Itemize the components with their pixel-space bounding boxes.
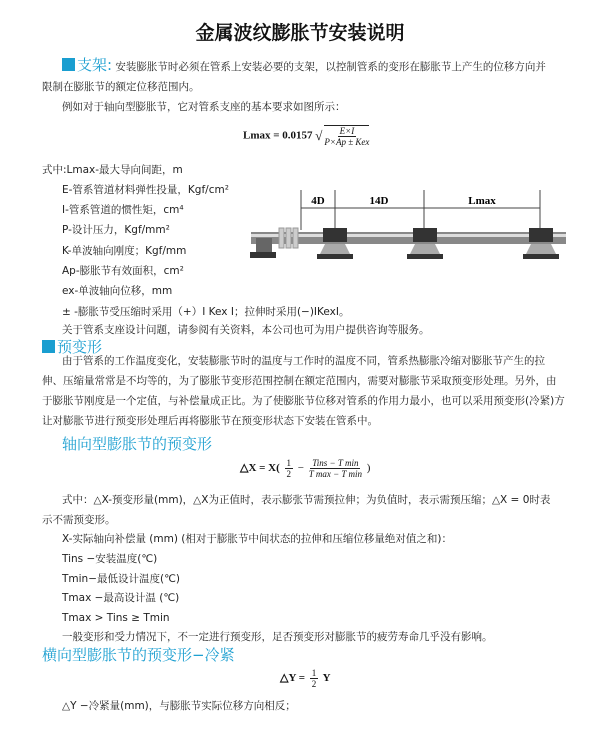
axial-line: Tins −安装温度(℃) [62,553,158,565]
half-fraction [310,668,319,689]
support-example: 例如对于轴向型膨胀节，它对管系支座的基本要求如图所示： [62,101,346,113]
def-e: E-管系管道材料弹性投量，Kgf/cm² [62,184,229,196]
support-intro-line2: 限制在膨胀节的额定位移范围内。 [42,81,200,93]
dim-label-4d: 4D [311,195,325,207]
axial-heading: 轴向型膨胀节的预变形 [62,435,213,453]
axial-formula [240,458,370,479]
numerator: 1 [311,668,317,678]
sqrt-icon: √ [315,128,323,143]
lateral-formula [280,668,331,689]
dimension-lines [301,190,540,230]
predeform-para-line: 于膨胀节刚度是一个定值，与补偿量成正比。为了使膨胀节位移对管系的作用力最小，也可以采用预变形(冷紧)方 [42,395,565,407]
lmax-formula [243,125,371,147]
predeform-para-line: 由于管系的工作温度变化，安装膨胀节时的温度与工作时的温度不同，管系热膨胀冷缩对膨胀节产生的拉 [62,355,545,367]
page-title: 金属波纹膨胀节安装说明 [195,22,405,44]
half-fraction [285,458,294,479]
denominator: 2 [286,469,292,479]
axial-line: Tmin−最低设计温度(℃) [62,573,180,585]
axial-line: 一般变形和受力情况下，不一定进行预变形，足否预变形对膨胀节的疲劳寿命几乎没有影响。 [62,631,493,643]
square-bullet-icon [62,58,75,71]
support-diagram [245,190,570,270]
formula-lhs: Lmax = 0.0157 [243,129,313,142]
lateral-line: △Y −冷紧量(mm)，与膨胀节实际位移方向相反； [62,700,296,712]
temp-fraction [309,458,362,479]
dim-label-14d: 14D [369,195,389,207]
def-lmax: 式中:Lmax-最大导向间距，m [42,164,183,176]
formula-fraction [324,125,369,147]
anchor-support [256,238,272,252]
denominator: T max − T min [308,469,363,479]
support-heading [62,56,112,74]
close-paren: ) [366,462,371,475]
support-note: 关于管系支座设计问题，请参阅有关资料，本公司也可为用户提供咨询等服务。 [62,324,430,336]
formula-lhs: △X = X( [240,462,280,475]
axial-line: Tmax > Tins ≥ Tmin [62,612,170,624]
numerator: 1 [286,458,292,468]
lateral-heading: 横向型膨胀节的预变形−冷紧 [42,646,235,664]
formula-rhs: Y [322,672,331,685]
axial-line: 示不需预变形。 [42,514,116,526]
axial-line: X-实际轴向补偿量 (mm) (相对于膨胀节中间状态的拉伸和压缩位移量绝对值之和)： [62,533,452,545]
formula-denominator: P×Ap ± Kex [324,137,370,147]
axial-line: 式中：△X-预变形量(mm)，△X为正值时，表示膨张节需预拉伸；为负值时，表示需预压缩；△X = 0时表 [62,494,551,506]
axial-line: Tmax −最高设计温 (℃) [62,592,180,604]
predeform-heading [42,336,102,357]
def-p: P-设计压力，Kgf/mm² [62,224,170,236]
support-intro-text: 安装膨胀节时必须在管系上安装必要的支架，以控制管系的变形在膨胀节上产生的位移方向并 [115,61,546,73]
minus-sign: − [297,462,304,475]
formula-lhs: △Y = [280,672,306,685]
support-intro-line1 [62,58,546,74]
formula-numerator: E×I [339,126,355,136]
square-bullet-icon [42,340,55,353]
def-ex: ex-单波轴向位移，mm [62,285,173,297]
bellows [279,228,298,248]
def-pm: ± -膨胀节受压缩时采用（+）I Kex I；拉伸时采用(−)IKexI。 [62,306,350,318]
predeform-para-line: 让对膨胀节进行预变形处理后再将膨胀节在预变形状态下安装在管系中。 [42,415,378,427]
dim-label-lmax: Lmax [468,195,496,207]
def-k: K-单波轴向刚度；Kgf/mm [62,245,187,257]
numerator: Tins − T min [312,458,359,468]
def-ap: Ap-膨胀节有效面积，cm² [62,265,184,277]
denominator: 2 [311,679,317,689]
predeform-para-line: 伸、压缩量常常是不均等的，为了膨胀节变形范围控制在额定范围内，需要对膨胀节采取预变形处理。另外，由 [42,375,557,387]
predeform-heading-text: 预变形 [57,338,103,356]
def-i: I-管系管道的惯性矩，cm⁴ [62,204,184,216]
support-heading-text: 支架: [77,56,113,74]
